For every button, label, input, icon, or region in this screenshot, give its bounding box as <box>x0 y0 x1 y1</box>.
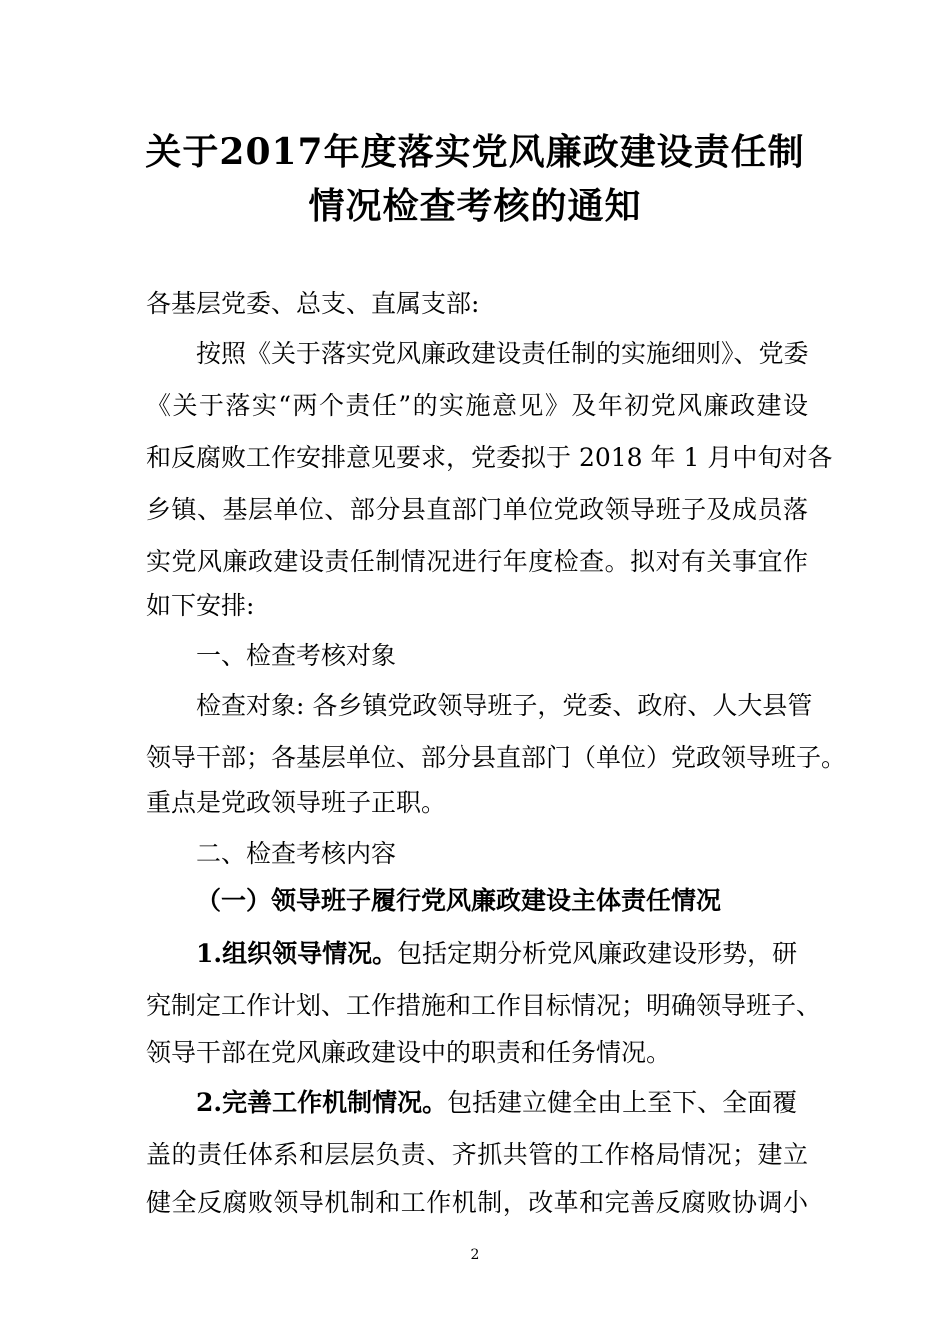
section1-line: 领导干部；各基层单位、部分县直部门（单位）党政领导班子。 <box>146 743 847 772</box>
item2-text: 包括建立健全由上至下、全面覆 <box>447 1088 798 1117</box>
item1-line: 究制定工作计划、工作措施和工作目标情况；明确领导班子、 <box>146 991 822 1020</box>
item2-line <box>196 1086 808 1120</box>
salutation: 各基层党委、总支、直属支部: <box>146 289 480 318</box>
item1-line: 领导干部在党风廉政建设中的职责和任务情况。 <box>146 1038 672 1067</box>
intro-line: 乡镇、基层单位、部分县直部门单位党政领导班子及成员落 <box>146 495 808 524</box>
section1-line: 重点是党政领导班子正职。 <box>146 788 447 817</box>
item1-line <box>196 937 808 971</box>
item2-line: 健全反腐败领导机制和工作机制，改革和完善反腐败协调小 <box>146 1188 808 1217</box>
item1-label: 1.组织领导情况。 <box>196 939 398 968</box>
section-heading-2: 二、检查考核内容 <box>196 839 397 868</box>
page-number: 2 <box>470 1247 480 1263</box>
intro-line: 如下安排: <box>146 591 255 620</box>
section-heading-1: 一、检查考核对象 <box>196 641 397 670</box>
document-title-line-2: 情况检查考核的通知 <box>308 185 642 227</box>
intro-line: 和反腐败工作安排意见要求，党委拟于 2018 年 1 月中旬对各 <box>146 443 833 472</box>
item2-label: 2.完善工作机制情况。 <box>196 1088 448 1117</box>
section1-line: 检查对象: 各乡镇党政领导班子，党委、政府、人大县管 <box>196 691 813 720</box>
intro-line: 《关于落实“两个责任”的实施意见》及年初党风廉政建设 <box>146 391 808 420</box>
intro-line: 实党风廉政建设责任制情况进行年度检查。拟对有关事宜作 <box>146 547 808 576</box>
intro-line: 按照《关于落实党风廉政建设责任制的实施细则》、党委 <box>196 339 809 368</box>
document-title-line-1: 关于2017年度落实党风廉政建设责任制 <box>145 131 805 173</box>
item2-line: 盖的责任体系和层层负责、齐抓共管的工作格局情况；建立 <box>146 1140 808 1169</box>
subsection-heading-1: （一）领导班子履行党风廉政建设主体责任情况 <box>196 886 722 915</box>
item1-text: 包括定期分析党风廉政建设形势，研 <box>397 939 798 968</box>
